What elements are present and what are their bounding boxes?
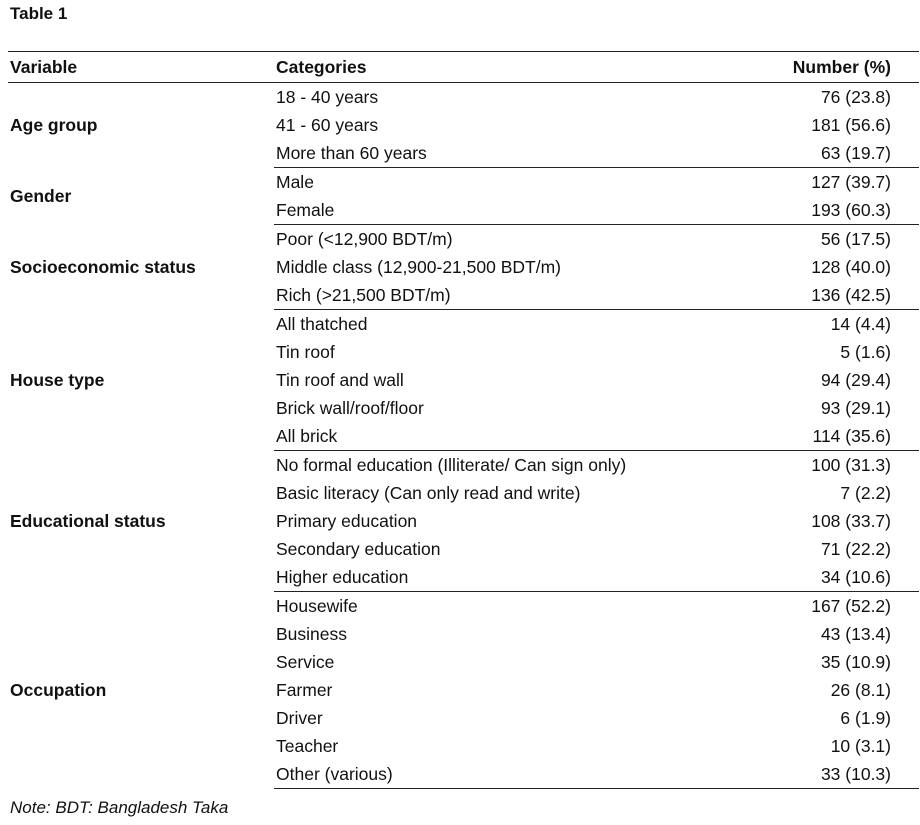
number-cell: 100 (31.3): [719, 451, 919, 480]
category-cell: Rich (>21,500 BDT/m): [276, 285, 451, 305]
number-cell: 14 (4.4): [719, 310, 919, 339]
number-cell: 114 (35.6): [812, 426, 891, 446]
number-cell: 7 (2.2): [840, 483, 891, 503]
category-cell: Business: [276, 624, 348, 644]
number-cell: 35 (10.9): [820, 652, 891, 672]
number-cell: 127 (39.7): [719, 168, 919, 197]
category-cell: All thatched: [274, 310, 719, 339]
table-row: [8, 83, 919, 112]
number-cell: 6 (1.9): [840, 708, 891, 728]
category-cell: Basic literacy (Can only read and write): [276, 483, 581, 503]
variable-cell: Socioeconomic status: [10, 257, 196, 277]
table-row: [8, 168, 919, 197]
category-cell: Teacher: [276, 736, 339, 756]
header-categories: Categories: [274, 52, 719, 83]
number-cell: 167 (52.2): [719, 592, 919, 621]
category-cell: 41 - 60 years: [276, 115, 379, 135]
variable-cell: Gender: [10, 186, 72, 206]
category-cell: Farmer: [276, 680, 333, 700]
category-cell: Other (various): [274, 760, 719, 789]
number-cell: 108 (33.7): [811, 511, 891, 531]
number-cell: 93 (29.1): [820, 398, 891, 418]
demographics-table: [8, 51, 919, 789]
category-cell: Female: [276, 200, 335, 220]
number-cell: 128 (40.0): [811, 257, 891, 277]
number-cell: 56 (17.5): [719, 225, 919, 254]
table-row: [8, 451, 919, 480]
category-cell: Primary education: [276, 511, 418, 531]
category-cell: Secondary education: [276, 539, 441, 559]
number-cell: 94 (29.4): [820, 370, 891, 390]
category-cell: 18 - 40 years: [276, 87, 379, 107]
number-cell: 33 (10.3): [719, 760, 919, 789]
table-row: [8, 592, 919, 621]
category-cell: More than 60 years: [276, 143, 427, 163]
table-note: Note: BDT: Bangladesh Taka: [10, 798, 229, 817]
category-cell: Higher education: [276, 567, 409, 587]
header-variable: Variable: [8, 52, 274, 83]
number-cell: 26 (8.1): [830, 680, 891, 700]
category-cell: Brick wall/roof/floor: [276, 398, 424, 418]
table-body: [8, 83, 919, 789]
variable-cell: House type: [10, 370, 105, 390]
variable-cell: Age group: [10, 115, 98, 136]
number-cell: 34 (10.6): [820, 567, 891, 587]
number-cell: 136 (42.5): [811, 285, 891, 305]
number-cell: 43 (13.4): [820, 624, 891, 644]
category-cell: Middle class (12,900-21,500 BDT/m): [276, 257, 561, 277]
category-cell: All brick: [276, 426, 338, 446]
variable-cell: Occupation: [10, 680, 107, 700]
number-cell: 193 (60.3): [811, 200, 891, 220]
category-cell: Driver: [276, 708, 323, 728]
category-cell: Housewife: [274, 592, 719, 621]
number-cell: 10 (3.1): [830, 736, 891, 756]
header-number: Number (%): [719, 52, 919, 83]
category-cell: Tin roof and wall: [276, 370, 404, 390]
category-cell: No formal education (Illiterate/ Can sign only): [274, 451, 719, 480]
number-cell: 63 (19.7): [820, 143, 891, 163]
table-row: [8, 225, 919, 254]
category-cell: Tin roof: [276, 342, 335, 362]
header-row: [8, 52, 919, 83]
table-row: [8, 310, 919, 339]
table-title: Table 1: [10, 4, 68, 23]
category-cell: Male: [274, 168, 719, 197]
number-cell: 5 (1.6): [840, 342, 891, 362]
number-cell: 181 (56.6): [811, 115, 891, 135]
number-cell: 76 (23.8): [820, 87, 891, 107]
category-cell: Poor (<12,900 BDT/m): [274, 225, 719, 254]
variable-cell: Educational status: [10, 511, 166, 531]
category-cell: Service: [276, 652, 335, 672]
number-cell: 71 (22.2): [820, 539, 891, 559]
